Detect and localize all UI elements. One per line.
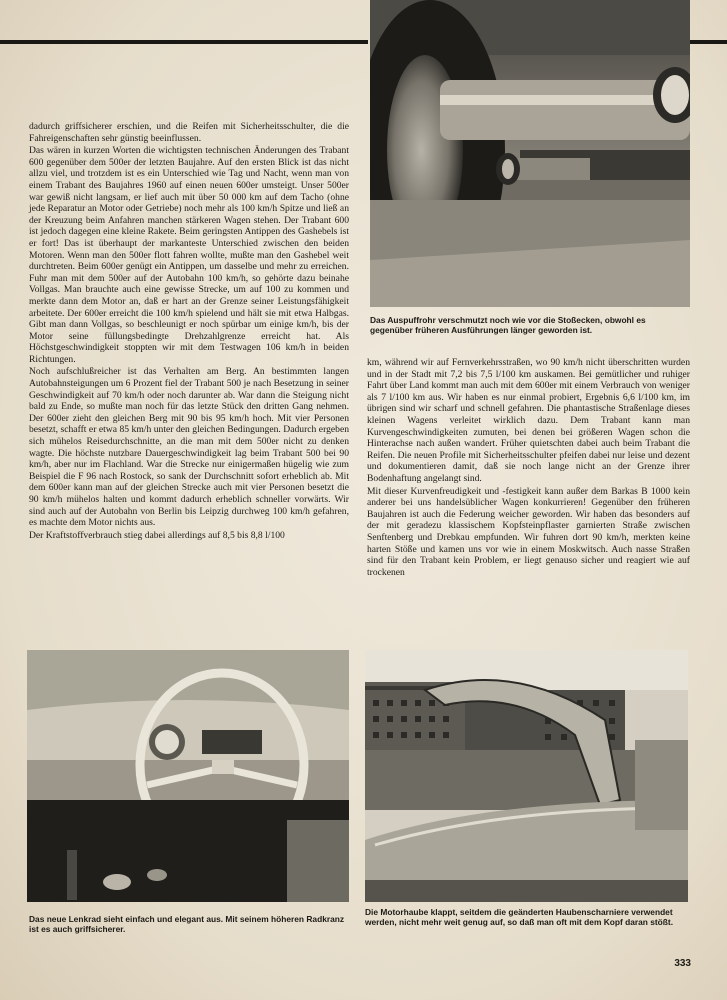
left-text-column: [29, 121, 349, 542]
hood-caption: Die Motorhaube klappt, seitdem die geänderten Haubenscharniere verwendet werden, nicht mehr weit genug auf, so daß man oft mit dem Kopf daran stößt.: [365, 907, 674, 928]
right-text-column: [367, 357, 690, 579]
paragraph: dadurch griffsicherer erschien, und die Reifen mit Sicherheitsschulter, die die Fahreigenschaften sehr günstig beeinflussen.: [29, 121, 349, 144]
exhaust-photo: [370, 0, 690, 307]
exhaust-caption: Das Auspuffrohr verschmutzt noch wie vor die Stoßecken, obwohl es gegenüber früheren Ausführungen länger geworden ist.: [370, 315, 646, 336]
paragraph: Mit dieser Kurvenfreudigkeit und -festigkeit kann außer dem Barkas B 1000 kein anderer bei uns handelsüblicher Wagen konkurrieren! Gegenüber den früheren Baujahren ist auch die Federung weicher geworden. Wir haben das besonders auf der mit geradezu klassischem Kopfsteinpflaster garnierten Straße zwischen Senftenberg und Drebkau empfunden. Wir fuhren dort 90 km/h, merkten keine harten Stöße und kamen uns vor wie in einem Moskwitsch. Auch nasse Straßen sind für den Trabant kein Problem, er liegt genauso sicher und reagiert wie auf trockenen: [367, 485, 690, 578]
paragraph: Noch aufschlußreicher ist das Verhalten am Berg. An bestimmten langen Autobahnsteigungen um 6 Prozent fiel der Trabant 500 je nach Besetzung in seiner Geschwindigkeit auf 70 km/h oder noch darunter ab. War dann die Steigung nicht bald zu Ende, so mußte man noch für das letzte Stück den dritten Gang nehmen. Der 600er zieht den gleichen Berg mit 90 bis 95 km/h hoch. Mit vier Personen besetzt, schafft er etwa 85 km/h unter den gleichen Bedingungen. Dadurch ergeben sich mühelos Reisedurchschnitte, an die man mit dem 500er nicht zu denken wagte. Die höchste nutzbare Dauergeschwindigkeit lag beim Trabant 500 bei 90 km/h, aber nur im Flachland. War die Strecke nur einigermaßen hügelig wie zum Beispiel die F 96 nach Rostock, so sank der Durchschnitt sofort erheblich ab. Mit dem 600er kann man auf der gleichen Strecke auch mit vier Personen besetzt die 90 km/h mühelos halten und kommt dadurch erheblich schneller vorwärts. Wir sind auch auf der Autobahn von Berlin bis Leipzig durchweg 100 km/h gefahren, es machte dem Motor nichts aus.: [29, 366, 349, 529]
paragraph: km, während wir auf Fernverkehrsstraßen, wo 90 km/h nicht überschritten wurden und in der Stadt mit 7,2 bis 7,5 l/100 km auskamen. Bei gemütlicher und ruhiger Fahrt über Land kommt man auch mit dem 600er mit einem Verbrauch von weniger als 7 l/100 km aus. Wir haben es nur einmal probiert, Ergebnis 6,6 l/100 km, im übrigen sind wir scharf und schnell gefahren. Die phantastische Straßenlage dieses kleinen Wagens verleitet wirklich dazu. Dem Trabant kann man Kurvengeschwindigkeiten zumuten, bei denen bei größeren Wagen schon die Hinterachse nach außen wandert. Früher quietschten dabei auch beim Trabant die Reifen. Die neuen Profile mit Sicherheitsschulter pfeifen dabei nur leise und dezent und dokumentieren damit, daß sie noch lange nicht an der Grenze ihrer Bodenhaftung angelangt sind.: [367, 357, 690, 484]
steering-wheel-caption: Das neue Lenkrad sieht einfach und elegant aus. Mit seinem höheren Radkranz ist es auch griffsicherer.: [29, 914, 345, 935]
paragraph: Das wären in kurzen Worten die wichtigsten technischen Änderungen des Trabant 600 gegenüber dem 500er der letzten Baujahre. Auf den ersten Blick ist das nicht allzu viel, und trotzdem ist es ein Unterschied wie Tag und Nacht, wenn man von einem Trabant des Baujahres 1960 auf einen neuen 600er umsteigt. Unser 500er war gewiß nicht langsam, er lief auch mit über 50 000 km auf dem Tacho (ohne jede Reparatur an Motor oder Getriebe) noch mehr als 100 km/h Spitze und ließ an der Kreuzung beim Anfahren manchen stärkeren Wagen stehen. Der Trabant 600 ist jedoch dagegen eine kleine Rakete. Beim geringsten Antippen des Gashebels ist er fort! Das ist überhaupt der markanteste Unterschied zwischen den beiden Motoren. Wenn man den 500er flott fahren wollte, mußte man den Gashebel weit durchtreten. Beim 600er genügt ein Antippen, um dasselbe und mehr zu erreichen. Fuhr man mit dem 500er auf der Autobahn 100 km/h, so gehörte dazu beinahe Vollgas. Man brauchte auch eine gewisse Strecke, um auf 100 zu kommen und merkte dann dem Motor an, daß er hart an der Grenze seiner Leistungsfähigkeit arbeitete. Der 600er erreicht die 100 km/h spielend und hält sie mit etwa Halbgas. Gibt man dann Vollgas, so beschleunigt er noch spürbar um einige km/h, bis der Motor seine füllungsbedingte Drehzahlgrenze erreicht hat. Als Höchstgeschwindigkeit stoppten wir mit dem Testwagen 106 km/h in beiden Richtungen.: [29, 145, 349, 365]
top-rule: [0, 40, 368, 44]
top-rule-right: [690, 40, 727, 44]
page-number: 333: [674, 958, 691, 969]
steering-wheel-photo: [27, 650, 349, 902]
paragraph: Der Kraftstoffverbrauch stieg dabei allerdings auf 8,5 bis 8,8 l/100: [29, 529, 285, 541]
hood-photo: [365, 650, 688, 902]
